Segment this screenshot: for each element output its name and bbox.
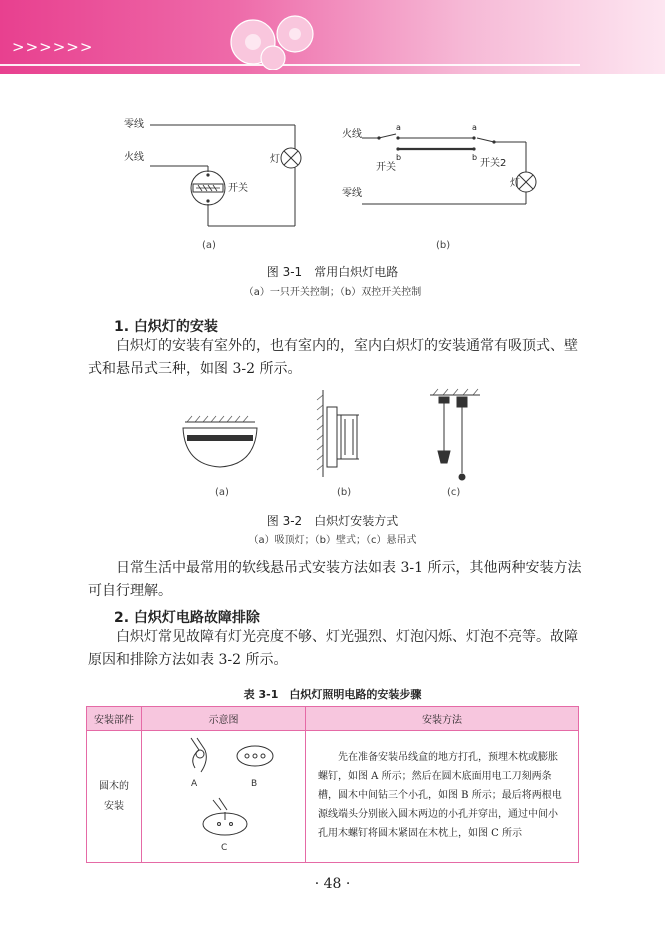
label-lamp: 灯 xyxy=(270,154,280,165)
terminal-b-1: b xyxy=(396,153,402,162)
page-header-band xyxy=(0,0,665,74)
figure-3-1-subcaption: （a）一只开关控制；（b）双控开关控制 xyxy=(243,287,422,298)
figure-3-1-a-diagram xyxy=(110,108,310,253)
installation-steps-table xyxy=(86,706,579,863)
paragraph-troubleshooting: 白炽灯常见故障有灯光亮度不够、灯光强烈、灯泡闪烁、灯泡不亮等。故障原因和排除方法如表 3-2 所示。 xyxy=(88,629,578,668)
chevron-decoration: >>>>>> xyxy=(12,38,94,56)
label-neutral-wire: 零线 xyxy=(342,188,362,199)
part-cell xyxy=(87,731,142,863)
table-row xyxy=(87,731,579,863)
terminal-a-1: a xyxy=(396,123,401,132)
part-name-line-1: 圆木的 xyxy=(99,780,129,792)
diagram-label-c: C xyxy=(221,843,228,853)
table-3-1-title: 表 3-1 白炽灯照明电路的安装步骤 xyxy=(243,688,422,701)
column-header-diagram: 示意图 xyxy=(142,707,306,731)
label-live-wire: 火线 xyxy=(342,129,362,140)
diagram-label-b: B xyxy=(251,779,258,789)
round-wood-diagram xyxy=(143,732,303,858)
figure-3-1-b-diagram xyxy=(334,108,559,253)
figure-3-2-a-label: (a) xyxy=(215,487,229,498)
diagram-cell xyxy=(142,731,306,863)
figure-3-1-caption: 图 3-1 常用白炽灯电路 xyxy=(266,265,399,279)
figure-3-2-b-label: (b) xyxy=(337,487,352,498)
label-lamp: 灯 xyxy=(510,178,520,189)
label-switch: 开关 xyxy=(228,183,248,194)
column-header-method: 安装方法 xyxy=(306,707,579,731)
paragraph-installation: 白炽灯的安装有室外的，也有室内的，室内白炽灯的安装通常有吸顶式、壁式和悬吊式三种，如图 3-2 所示。 xyxy=(88,338,578,377)
figure-3-2-c-label: (c) xyxy=(447,487,461,498)
section-heading-installation: 1. 白炽灯的安装 xyxy=(114,319,218,335)
figure-3-2-diagram xyxy=(175,385,495,500)
paragraph-installation-method: 日常生活中最常用的软线悬吊式安装方法如表 3-1 所示，其他两种安装方法可自行理解。 xyxy=(88,560,582,599)
gear-decoration-icon xyxy=(215,8,335,70)
label-switch-1: 开关 xyxy=(376,162,396,173)
figure-3-2-subcaption: （a）吸顶灯；（b）壁式；（c）悬吊式 xyxy=(248,535,417,546)
section-heading-troubleshooting: 2. 白炽灯电路故障排除 xyxy=(114,610,260,626)
label-neutral-wire: 零线 xyxy=(124,119,144,130)
terminal-b-2: b xyxy=(472,153,478,162)
part-name-line-2: 安装 xyxy=(104,800,124,812)
diagram-label-a: A xyxy=(191,779,198,789)
table-header-row xyxy=(87,707,579,731)
column-header-part: 安装部件 xyxy=(87,707,142,731)
terminal-a-2: a xyxy=(472,123,477,132)
figure-3-1-a-label: (a) xyxy=(202,240,216,251)
page-number: · 48 · xyxy=(314,876,351,892)
method-cell: 先在准备安装吊线盒的地方打孔，预埋木枕或膨胀螺钉，如图 A 所示；然后在圆木底面用电工刀刻两条槽，圆木中间钻三个小孔，如图 B 所示；最后将两根电源线端头分别嵌入圆木两边的小孔并穿出，通过中间小孔用木螺钉将圆木紧固在木枕上，如图 C 所示 xyxy=(306,731,579,863)
label-switch-2: 开关2 xyxy=(480,158,507,169)
label-live-wire: 火线 xyxy=(124,152,144,163)
figure-3-2-caption: 图 3-2 白炽灯安装方式 xyxy=(266,514,399,528)
figure-3-1-b-label: (b) xyxy=(436,240,451,251)
